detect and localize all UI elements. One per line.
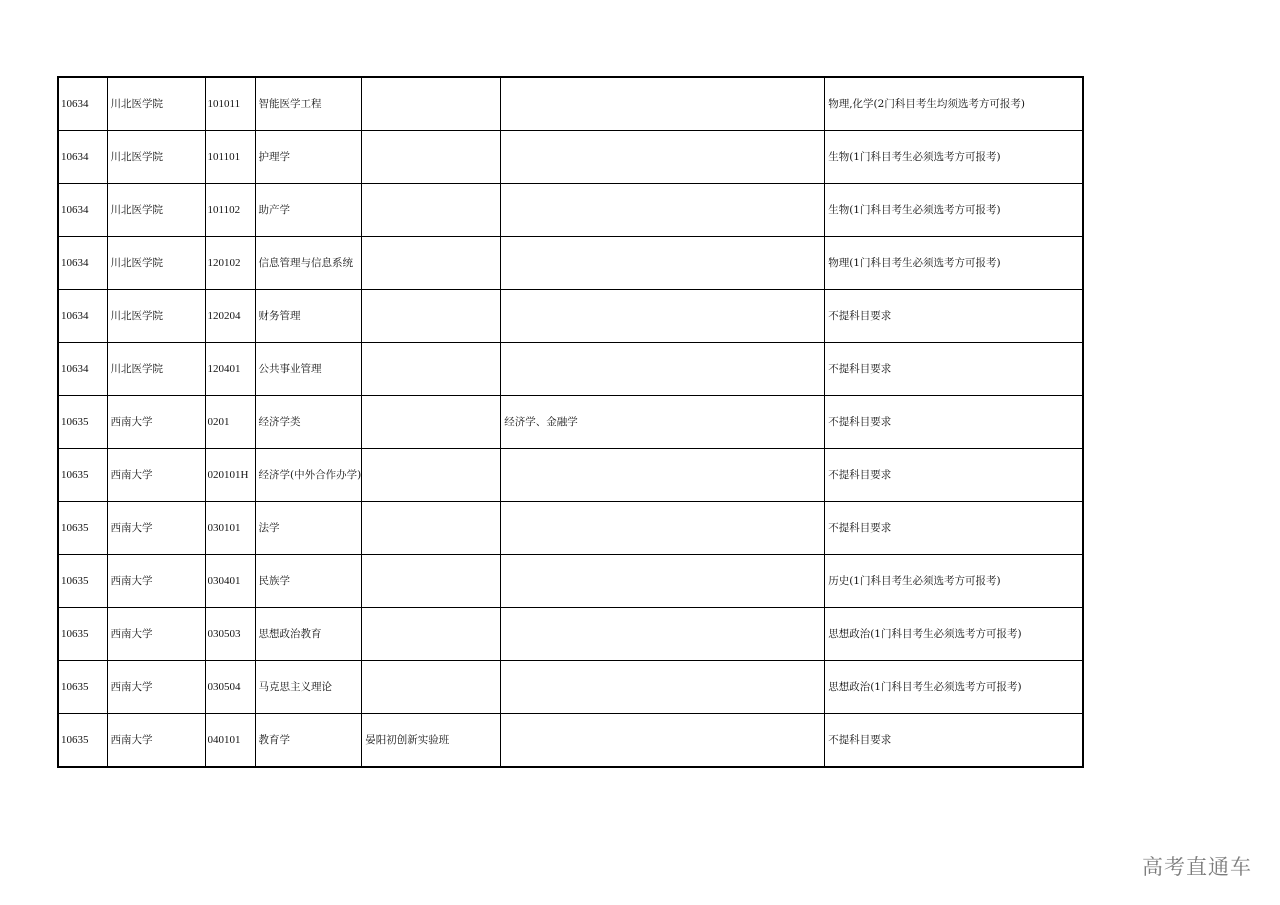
school-name-cell: 川北医学院 xyxy=(107,131,205,184)
table-row xyxy=(58,396,1083,449)
remark-cell xyxy=(362,77,501,131)
subject-requirement-cell: 物理(1门科目考生必须选考方可报考) xyxy=(825,237,1083,290)
remark-cell xyxy=(362,449,501,502)
school-name-cell: 西南大学 xyxy=(107,661,205,714)
table-body xyxy=(58,77,1083,767)
major-name-cell: 思想政治教育 xyxy=(255,608,362,661)
major-code-cell: 120401 xyxy=(205,343,255,396)
included-majors-cell xyxy=(501,237,825,290)
subject-requirement-cell: 不提科目要求 xyxy=(825,502,1083,555)
school-code-cell: 10635 xyxy=(58,714,107,768)
subject-requirement-cell: 不提科目要求 xyxy=(825,396,1083,449)
table-row xyxy=(58,237,1083,290)
major-code-cell: 040101 xyxy=(205,714,255,768)
school-name-cell: 川北医学院 xyxy=(107,343,205,396)
subject-requirement-cell: 不提科目要求 xyxy=(825,714,1083,768)
major-code-cell: 101011 xyxy=(205,77,255,131)
subject-requirement-cell: 物理,化学(2门科目考生均须选考方可报考) xyxy=(825,77,1083,131)
remark-cell xyxy=(362,608,501,661)
school-code-cell: 10635 xyxy=(58,396,107,449)
major-name-cell: 助产学 xyxy=(255,184,362,237)
included-majors-cell xyxy=(501,77,825,131)
major-name-cell: 马克思主义理论 xyxy=(255,661,362,714)
school-code-cell: 10634 xyxy=(58,184,107,237)
remark-cell xyxy=(362,396,501,449)
included-majors-cell xyxy=(501,661,825,714)
school-code-cell: 10634 xyxy=(58,131,107,184)
major-name-cell: 民族学 xyxy=(255,555,362,608)
major-code-cell: 0201 xyxy=(205,396,255,449)
school-code-cell: 10635 xyxy=(58,449,107,502)
school-code-cell: 10635 xyxy=(58,555,107,608)
table-row xyxy=(58,555,1083,608)
table-row xyxy=(58,184,1083,237)
table-row xyxy=(58,77,1083,131)
major-name-cell: 智能医学工程 xyxy=(255,77,362,131)
school-name-cell: 西南大学 xyxy=(107,714,205,768)
subject-requirement-cell: 生物(1门科目考生必须选考方可报考) xyxy=(825,184,1083,237)
included-majors-cell xyxy=(501,714,825,768)
school-code-cell: 10634 xyxy=(58,343,107,396)
included-majors-cell xyxy=(501,502,825,555)
subject-requirement-cell: 思想政治(1门科目考生必须选考方可报考) xyxy=(825,661,1083,714)
school-name-cell: 西南大学 xyxy=(107,449,205,502)
major-name-cell: 信息管理与信息系统 xyxy=(255,237,362,290)
subject-requirement-cell: 历史(1门科目考生必须选考方可报考) xyxy=(825,555,1083,608)
course-requirements-table xyxy=(57,76,1084,768)
major-code-cell: 120102 xyxy=(205,237,255,290)
major-code-cell: 101101 xyxy=(205,131,255,184)
school-name-cell: 川北医学院 xyxy=(107,77,205,131)
remark-cell xyxy=(362,184,501,237)
school-code-cell: 10634 xyxy=(58,237,107,290)
school-name-cell: 西南大学 xyxy=(107,608,205,661)
included-majors-cell xyxy=(501,184,825,237)
table-row xyxy=(58,131,1083,184)
major-code-cell: 120204 xyxy=(205,290,255,343)
table-row xyxy=(58,343,1083,396)
included-majors-cell: 经济学、金融学 xyxy=(501,396,825,449)
major-code-cell: 020101H xyxy=(205,449,255,502)
remark-cell xyxy=(362,555,501,608)
major-name-cell: 财务管理 xyxy=(255,290,362,343)
school-name-cell: 西南大学 xyxy=(107,555,205,608)
major-name-cell: 公共事业管理 xyxy=(255,343,362,396)
remark-cell xyxy=(362,343,501,396)
major-name-cell: 经济学(中外合作办学) xyxy=(255,449,362,502)
included-majors-cell xyxy=(501,290,825,343)
subject-requirement-cell: 不提科目要求 xyxy=(825,449,1083,502)
subject-requirement-cell: 生物(1门科目考生必须选考方可报考) xyxy=(825,131,1083,184)
subject-requirement-cell: 思想政治(1门科目考生必须选考方可报考) xyxy=(825,608,1083,661)
major-code-cell: 030101 xyxy=(205,502,255,555)
table-row xyxy=(58,449,1083,502)
major-name-cell: 法学 xyxy=(255,502,362,555)
school-name-cell: 川北医学院 xyxy=(107,184,205,237)
included-majors-cell xyxy=(501,608,825,661)
subject-requirement-cell: 不提科目要求 xyxy=(825,343,1083,396)
major-name-cell: 经济学类 xyxy=(255,396,362,449)
remark-cell xyxy=(362,131,501,184)
table-row xyxy=(58,714,1083,768)
table-row xyxy=(58,290,1083,343)
major-code-cell: 030401 xyxy=(205,555,255,608)
remark-cell: 晏阳初创新实验班 xyxy=(362,714,501,768)
school-name-cell: 川北医学院 xyxy=(107,237,205,290)
school-code-cell: 10634 xyxy=(58,290,107,343)
remark-cell xyxy=(362,661,501,714)
included-majors-cell xyxy=(501,343,825,396)
school-name-cell: 西南大学 xyxy=(107,502,205,555)
remark-cell xyxy=(362,290,501,343)
school-name-cell: 西南大学 xyxy=(107,396,205,449)
school-code-cell: 10635 xyxy=(58,502,107,555)
school-name-cell: 川北医学院 xyxy=(107,290,205,343)
included-majors-cell xyxy=(501,131,825,184)
table-row xyxy=(58,502,1083,555)
major-code-cell: 030503 xyxy=(205,608,255,661)
major-code-cell: 030504 xyxy=(205,661,255,714)
subject-requirement-cell: 不提科目要求 xyxy=(825,290,1083,343)
school-code-cell: 10635 xyxy=(58,661,107,714)
remark-cell xyxy=(362,502,501,555)
major-code-cell: 101102 xyxy=(205,184,255,237)
school-code-cell: 10634 xyxy=(58,77,107,131)
table-row xyxy=(58,661,1083,714)
remark-cell xyxy=(362,237,501,290)
school-code-cell: 10635 xyxy=(58,608,107,661)
watermark: 高考直通车 xyxy=(1142,855,1252,879)
included-majors-cell xyxy=(501,449,825,502)
major-name-cell: 护理学 xyxy=(255,131,362,184)
included-majors-cell xyxy=(501,555,825,608)
major-name-cell: 教育学 xyxy=(255,714,362,768)
table-row xyxy=(58,608,1083,661)
